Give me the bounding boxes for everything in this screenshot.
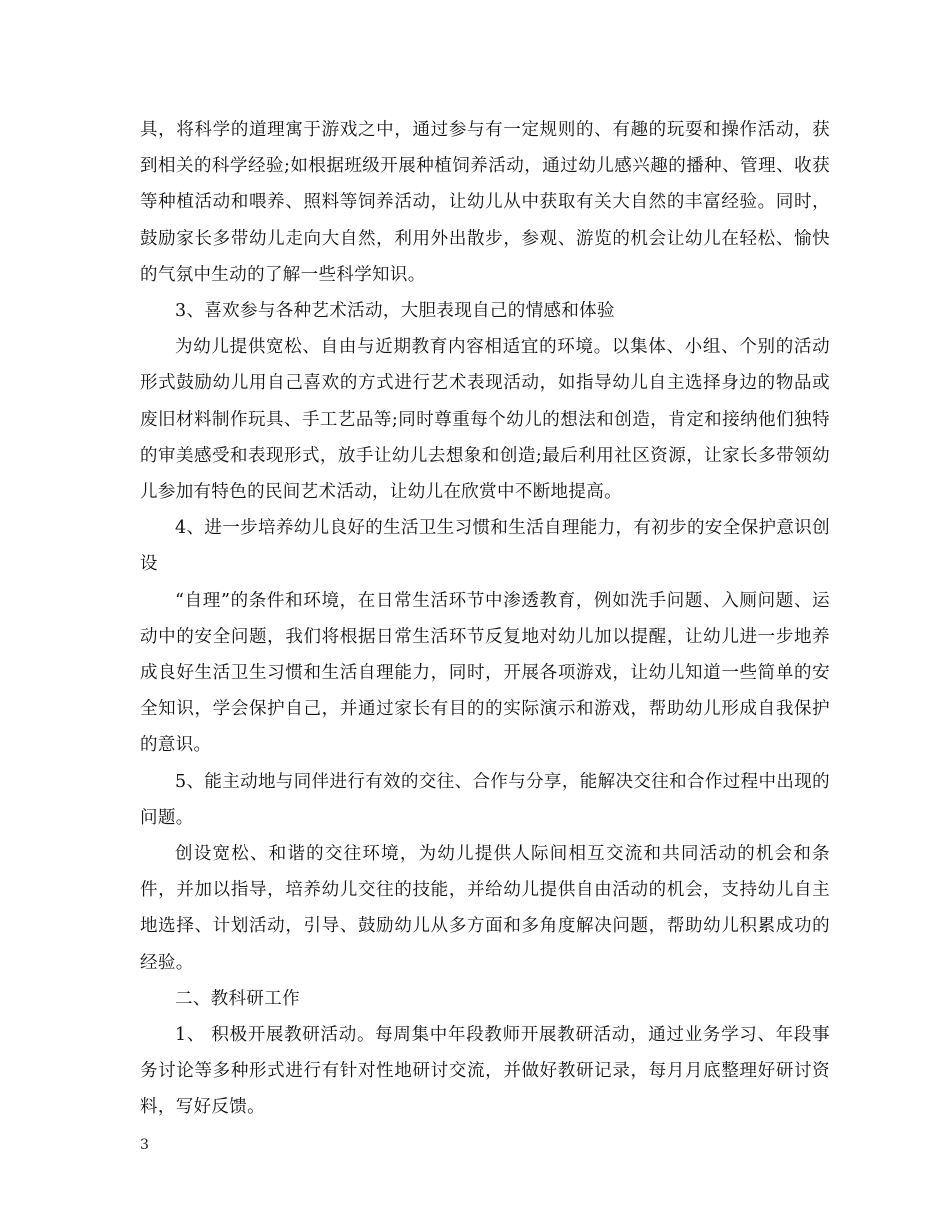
paragraph-self-care: “自理”的条件和环境，在日常生活环节中渗透教育，例如洗手问题、入厕问题、运动中的安全问题，我们将根据日常生活环节反复地对幼儿加以提醒，让幼儿进一步地养成良好生活卫生习惯和生活自理能力，同时，开展各项游戏，让幼儿知道一些简单的安全知识，学会保护自己，并通过家长有目的的实际演示和游戏，帮助幼儿形成自我保护的意识。 [140, 590, 830, 756]
paragraph-teaching-research: 1、 积极开展教研活动。每周集中年段教师开展教研活动，通过业务学习、年段事务讨论等多种形式进行有针对性地研讨交流，并做好教研记录，每月月底整理好研讨资料，写好反馈。 [140, 1025, 830, 1118]
heading-art-activities: 3、喜欢参与各种艺术活动，大胆表现自己的情感和体验 [175, 301, 615, 322]
heading-hygiene-safety: 4、进一步培养幼儿良好的生活卫生习惯和生活自理能力，有初步的安全保护意识创设 [140, 518, 830, 575]
paragraph-interaction-environment: 创设宽松、和谐的交往环境，为幼儿提供人际间相互交流和共同活动的机会和条件，并加以指导，培养幼儿交往的技能，并给幼儿提供自由活动的机会，支持幼儿自主地选择、计划活动，引导、鼓励幼儿从多方面和多角度解决问题，帮助幼儿积累成功的经验。 [140, 844, 830, 973]
paragraph-art-environment: 为幼儿提供宽松、自由与近期教育内容相适宜的环境。以集体、小组、个别的活动形式鼓励幼儿用自己喜欢的方式进行艺术表现活动，如指导幼儿自主选择身边的物品或废旧材料制作玩具、手工艺品等;同时尊重每个幼儿的想法和创造，肯定和接纳他们独特的审美感受和表现形式，放手让幼儿去想象和创造;最后利用社区资源，让家长多带领幼儿参加有特色的民间艺术活动，让幼儿在欣赏中不断地提高。 [140, 337, 830, 503]
page-number: 3 [140, 1137, 149, 1153]
document-body [140, 112, 830, 1126]
heading-peer-interaction: 5、能主动地与同伴进行有效的交往、合作与分享，能解决交往和合作过程中出现的问题。 [140, 771, 830, 828]
paragraph-continued-science: 具，将科学的道理寓于游戏之中，通过参与有一定规则的、有趣的玩耍和操作活动，获到相关的科学经验;如根据班级开展种植饲养活动，通过幼儿感兴趣的播种、管理、收获等种植活动和喂养、照料等饲养活动，让幼儿从中获取有关大自然的丰富经验。同时，鼓励家长多带幼儿走向大自然，利用外出散步，参观、游览的机会让幼儿在轻松、愉快的气氛中生动的了解一些科学知识。 [140, 120, 830, 285]
section-heading-research: 二、教科研工作 [175, 988, 300, 1009]
